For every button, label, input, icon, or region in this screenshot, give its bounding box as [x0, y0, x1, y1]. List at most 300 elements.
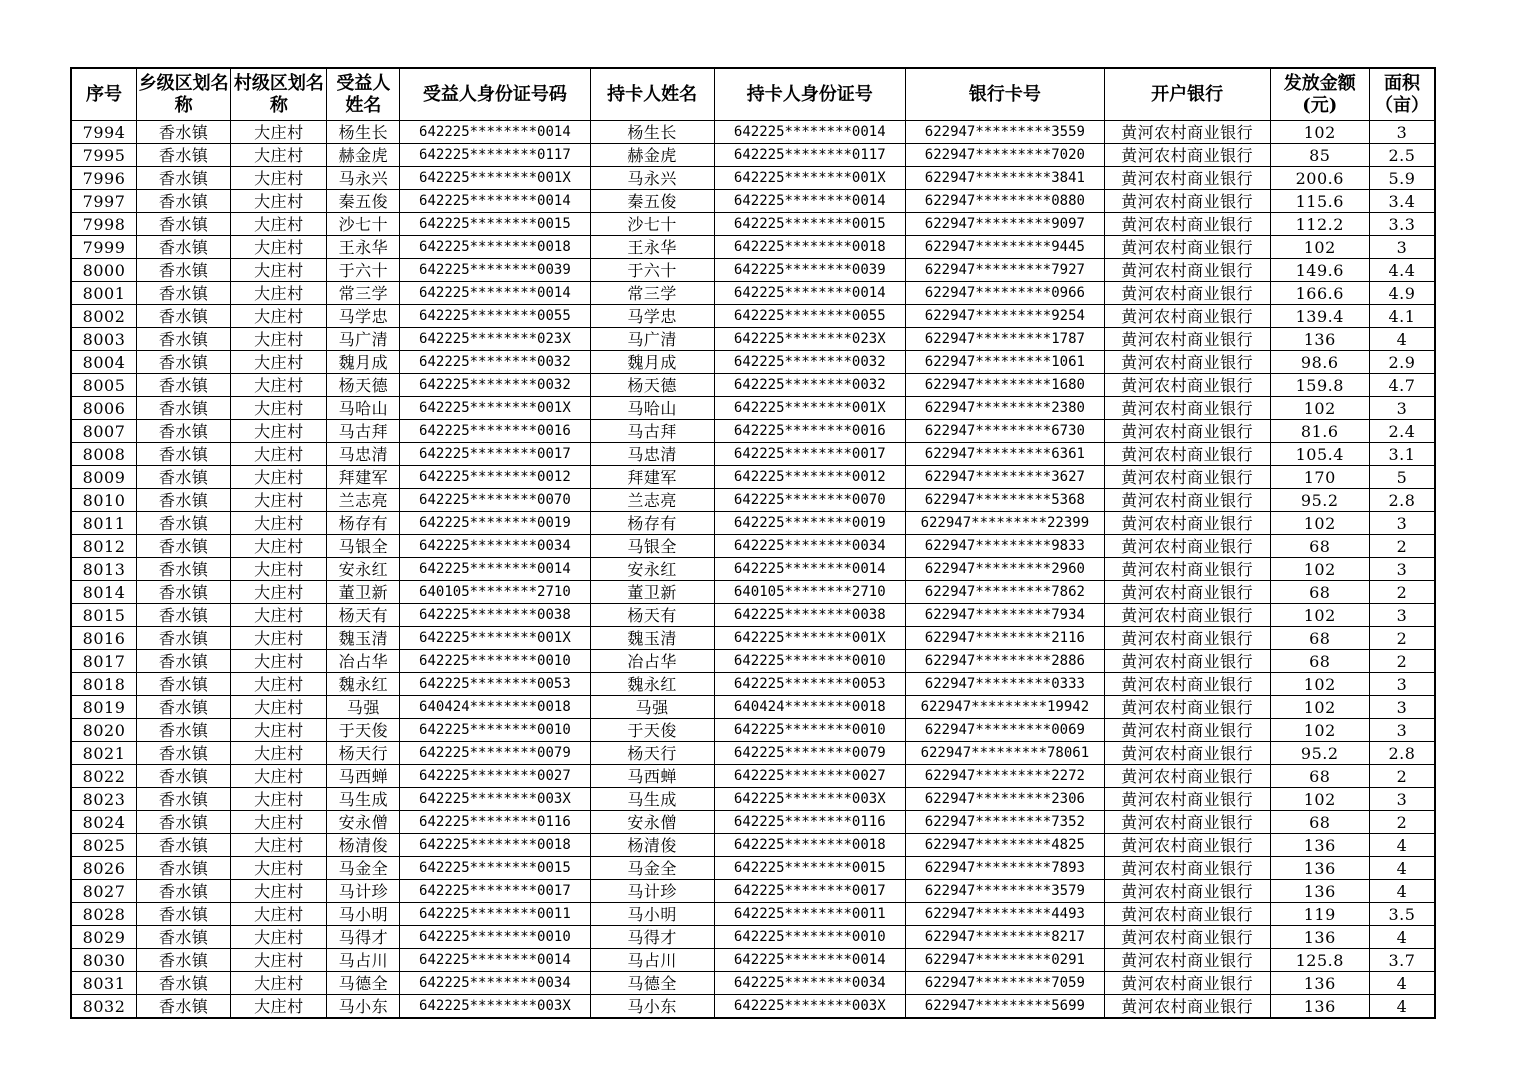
table-row: [71, 167, 1435, 190]
cell-village: 大庄村: [231, 374, 327, 397]
table-row: [71, 466, 1435, 489]
cell-serial: 8018: [71, 673, 137, 696]
cell-bank: 黄河农村商业银行: [1104, 765, 1270, 788]
cell-area: 3: [1369, 604, 1435, 627]
cell-cardholder-id: 642225********0039: [714, 259, 905, 282]
cell-cardholder-id: 642225********0014: [714, 949, 905, 972]
cell-township: 香水镇: [137, 995, 231, 1019]
table-row: [71, 282, 1435, 305]
cell-township: 香水镇: [137, 880, 231, 903]
cell-cardholder-name: 于六十: [590, 259, 714, 282]
cell-bank-card: 622947*********0069: [906, 719, 1105, 742]
cell-township: 香水镇: [137, 742, 231, 765]
cell-amount: 170: [1270, 466, 1369, 489]
cell-cardholder-id: 642225********001X: [714, 167, 905, 190]
cell-cardholder-name: 杨天有: [590, 604, 714, 627]
cell-bank-card: 622947*********8217: [906, 926, 1105, 949]
cell-serial: 7998: [71, 213, 137, 236]
cell-cardholder-name: 常三学: [590, 282, 714, 305]
cell-bank: 黄河农村商业银行: [1104, 328, 1270, 351]
cell-village: 大庄村: [231, 489, 327, 512]
cell-village: 大庄村: [231, 719, 327, 742]
table-row: [71, 627, 1435, 650]
cell-bank: 黄河农村商业银行: [1104, 443, 1270, 466]
cell-bank-card: 622947*********1787: [906, 328, 1105, 351]
cell-amount: 136: [1270, 926, 1369, 949]
cell-township: 香水镇: [137, 512, 231, 535]
cell-township: 香水镇: [137, 673, 231, 696]
cell-beneficiary-name: 马计珍: [327, 880, 400, 903]
header-cell-serial: 序号: [71, 68, 137, 121]
cell-area: 2: [1369, 627, 1435, 650]
cell-beneficiary-name: 常三学: [327, 282, 400, 305]
cell-cardholder-id: 642225********0070: [714, 489, 905, 512]
cell-cardholder-name: 马西蝉: [590, 765, 714, 788]
cell-bank: 黄河农村商业银行: [1104, 696, 1270, 719]
cell-cardholder-name: 秦五俊: [590, 190, 714, 213]
cell-township: 香水镇: [137, 696, 231, 719]
cell-bank: 黄河农村商业银行: [1104, 144, 1270, 167]
cell-amount: 136: [1270, 834, 1369, 857]
cell-beneficiary-id: 642225********0017: [400, 443, 590, 466]
cell-bank-card: 622947*********2886: [906, 650, 1105, 673]
cell-area: 3.4: [1369, 190, 1435, 213]
cell-amount: 102: [1270, 236, 1369, 259]
cell-village: 大庄村: [231, 259, 327, 282]
cell-bank-card: 622947*********9833: [906, 535, 1105, 558]
cell-amount: 68: [1270, 581, 1369, 604]
cell-village: 大庄村: [231, 650, 327, 673]
cell-area: 3: [1369, 558, 1435, 581]
cell-bank-card: 622947*********7059: [906, 972, 1105, 995]
cell-beneficiary-id: 642225********0032: [400, 374, 590, 397]
table-row: [71, 834, 1435, 857]
table-row: [71, 213, 1435, 236]
cell-beneficiary-id: 642225********0117: [400, 144, 590, 167]
cell-area: 3: [1369, 788, 1435, 811]
cell-bank: 黄河农村商业银行: [1104, 167, 1270, 190]
cell-area: 2: [1369, 811, 1435, 834]
cell-serial: 8030: [71, 949, 137, 972]
cell-serial: 7997: [71, 190, 137, 213]
cell-bank-card: 622947*********78061: [906, 742, 1105, 765]
cell-bank-card: 622947*********4825: [906, 834, 1105, 857]
cell-beneficiary-name: 马学忠: [327, 305, 400, 328]
cell-amount: 102: [1270, 558, 1369, 581]
cell-beneficiary-id: 642225********0012: [400, 466, 590, 489]
table-row: [71, 328, 1435, 351]
cell-beneficiary-id: 642225********0015: [400, 857, 590, 880]
cell-township: 香水镇: [137, 328, 231, 351]
cell-beneficiary-id: 642225********0039: [400, 259, 590, 282]
cell-bank: 黄河农村商业银行: [1104, 558, 1270, 581]
cell-bank: 黄河农村商业银行: [1104, 903, 1270, 926]
cell-beneficiary-id: 642225********0070: [400, 489, 590, 512]
cell-village: 大庄村: [231, 788, 327, 811]
cell-village: 大庄村: [231, 604, 327, 627]
cell-beneficiary-id: 642225********001X: [400, 627, 590, 650]
cell-bank-card: 622947*********2960: [906, 558, 1105, 581]
cell-village: 大庄村: [231, 397, 327, 420]
cell-beneficiary-name: 于天俊: [327, 719, 400, 742]
cell-village: 大庄村: [231, 282, 327, 305]
cell-serial: 8028: [71, 903, 137, 926]
cell-amount: 95.2: [1270, 489, 1369, 512]
cell-bank: 黄河农村商业银行: [1104, 190, 1270, 213]
cell-area: 2: [1369, 650, 1435, 673]
cell-bank: 黄河农村商业银行: [1104, 742, 1270, 765]
cell-township: 香水镇: [137, 972, 231, 995]
cell-bank: 黄河农村商业银行: [1104, 213, 1270, 236]
cell-amount: 136: [1270, 857, 1369, 880]
cell-bank: 黄河农村商业银行: [1104, 719, 1270, 742]
cell-bank: 黄河农村商业银行: [1104, 351, 1270, 374]
table-row: [71, 374, 1435, 397]
cell-area: 2.5: [1369, 144, 1435, 167]
cell-cardholder-id: 642225********0034: [714, 535, 905, 558]
cell-beneficiary-id: 642225********001X: [400, 397, 590, 420]
cell-township: 香水镇: [137, 788, 231, 811]
cell-cardholder-id: 642225********0019: [714, 512, 905, 535]
cell-village: 大庄村: [231, 949, 327, 972]
cell-bank-card: 622947*********7862: [906, 581, 1105, 604]
table-row: [71, 926, 1435, 949]
header-cell-beneficiary-name: 受益人姓名: [327, 68, 400, 121]
cell-area: 4.1: [1369, 305, 1435, 328]
cell-beneficiary-name: 马金全: [327, 857, 400, 880]
cell-area: 3: [1369, 696, 1435, 719]
cell-township: 香水镇: [137, 190, 231, 213]
cell-village: 大庄村: [231, 121, 327, 144]
cell-beneficiary-name: 安永僧: [327, 811, 400, 834]
cell-beneficiary-name: 马西蝉: [327, 765, 400, 788]
cell-beneficiary-name: 杨天有: [327, 604, 400, 627]
cell-village: 大庄村: [231, 995, 327, 1019]
cell-amount: 136: [1270, 995, 1369, 1019]
cell-beneficiary-id: 642225********0014: [400, 282, 590, 305]
cell-amount: 166.6: [1270, 282, 1369, 305]
cell-serial: 8032: [71, 995, 137, 1019]
cell-cardholder-id: 642225********003X: [714, 788, 905, 811]
cell-area: 3: [1369, 719, 1435, 742]
table-row: [71, 995, 1435, 1019]
cell-bank: 黄河农村商业银行: [1104, 489, 1270, 512]
cell-township: 香水镇: [137, 857, 231, 880]
cell-village: 大庄村: [231, 880, 327, 903]
cell-area: 4: [1369, 926, 1435, 949]
cell-bank-card: 622947*********0880: [906, 190, 1105, 213]
cell-area: 3.3: [1369, 213, 1435, 236]
table-row: [71, 719, 1435, 742]
cell-beneficiary-name: 魏玉清: [327, 627, 400, 650]
cell-village: 大庄村: [231, 558, 327, 581]
cell-bank: 黄河农村商业银行: [1104, 972, 1270, 995]
cell-village: 大庄村: [231, 926, 327, 949]
cell-bank: 黄河农村商业银行: [1104, 650, 1270, 673]
cell-cardholder-name: 魏月成: [590, 351, 714, 374]
cell-beneficiary-name: 马古拜: [327, 420, 400, 443]
table-row: [71, 811, 1435, 834]
cell-beneficiary-name: 马永兴: [327, 167, 400, 190]
cell-cardholder-name: 马金全: [590, 857, 714, 880]
cell-cardholder-id: 642225********001X: [714, 627, 905, 650]
cell-beneficiary-name: 冶占华: [327, 650, 400, 673]
cell-beneficiary-name: 魏永红: [327, 673, 400, 696]
cell-cardholder-name: 马忠清: [590, 443, 714, 466]
cell-cardholder-name: 马学忠: [590, 305, 714, 328]
cell-amount: 102: [1270, 512, 1369, 535]
cell-amount: 102: [1270, 673, 1369, 696]
cell-beneficiary-id: 640424********0018: [400, 696, 590, 719]
cell-bank-card: 622947*********0291: [906, 949, 1105, 972]
cell-area: 2.9: [1369, 351, 1435, 374]
cell-bank-card: 622947*********2380: [906, 397, 1105, 420]
cell-area: 3.5: [1369, 903, 1435, 926]
cell-township: 香水镇: [137, 926, 231, 949]
cell-bank: 黄河农村商业银行: [1104, 305, 1270, 328]
cell-serial: 8009: [71, 466, 137, 489]
cell-serial: 8004: [71, 351, 137, 374]
cell-serial: 8003: [71, 328, 137, 351]
table-row: [71, 305, 1435, 328]
cell-cardholder-name: 董卫新: [590, 581, 714, 604]
cell-bank-card: 622947*********3579: [906, 880, 1105, 903]
cell-serial: 8022: [71, 765, 137, 788]
cell-serial: 8011: [71, 512, 137, 535]
cell-amount: 136: [1270, 328, 1369, 351]
cell-beneficiary-name: 王永华: [327, 236, 400, 259]
cell-amount: 159.8: [1270, 374, 1369, 397]
cell-cardholder-name: 马得才: [590, 926, 714, 949]
cell-beneficiary-name: 马德全: [327, 972, 400, 995]
cell-beneficiary-id: 642225********0079: [400, 742, 590, 765]
table-row: [71, 121, 1435, 144]
cell-beneficiary-id: 642225********0017: [400, 880, 590, 903]
cell-township: 香水镇: [137, 144, 231, 167]
cell-amount: 81.6: [1270, 420, 1369, 443]
header-row: [71, 68, 1435, 121]
cell-beneficiary-id: 642225********0038: [400, 604, 590, 627]
cell-cardholder-name: 马小东: [590, 995, 714, 1019]
cell-beneficiary-id: 642225********0019: [400, 512, 590, 535]
cell-area: 4: [1369, 880, 1435, 903]
cell-cardholder-id: 642225********0012: [714, 466, 905, 489]
cell-area: 4.7: [1369, 374, 1435, 397]
table-row: [71, 650, 1435, 673]
cell-village: 大庄村: [231, 834, 327, 857]
cell-bank-card: 622947*********1680: [906, 374, 1105, 397]
cell-bank-card: 622947*********6361: [906, 443, 1105, 466]
table-row: [71, 581, 1435, 604]
cell-amount: 105.4: [1270, 443, 1369, 466]
table-row: [71, 903, 1435, 926]
beneficiary-table: [70, 67, 1436, 1019]
header-cell-beneficiary-id: 受益人身份证号码: [400, 68, 590, 121]
cell-cardholder-id: 642225********0079: [714, 742, 905, 765]
cell-amount: 136: [1270, 880, 1369, 903]
header-cell-cardholder-id: 持卡人身份证号: [714, 68, 905, 121]
cell-township: 香水镇: [137, 282, 231, 305]
cell-beneficiary-id: 642225********0116: [400, 811, 590, 834]
cell-township: 香水镇: [137, 650, 231, 673]
cell-township: 香水镇: [137, 903, 231, 926]
cell-township: 香水镇: [137, 604, 231, 627]
cell-beneficiary-name: 拜建军: [327, 466, 400, 489]
cell-township: 香水镇: [137, 236, 231, 259]
cell-beneficiary-name: 杨清俊: [327, 834, 400, 857]
cell-bank: 黄河农村商业银行: [1104, 880, 1270, 903]
cell-beneficiary-id: 642225********0014: [400, 558, 590, 581]
cell-serial: 8019: [71, 696, 137, 719]
cell-beneficiary-name: 杨生长: [327, 121, 400, 144]
cell-cardholder-id: 642225********0032: [714, 351, 905, 374]
cell-beneficiary-id: 642225********0014: [400, 190, 590, 213]
cell-serial: 8031: [71, 972, 137, 995]
cell-area: 4: [1369, 972, 1435, 995]
cell-cardholder-id: 642225********0014: [714, 282, 905, 305]
cell-cardholder-id: 642225********0016: [714, 420, 905, 443]
cell-beneficiary-id: 640105********2710: [400, 581, 590, 604]
cell-cardholder-id: 642225********0010: [714, 719, 905, 742]
cell-beneficiary-id: 642225********0018: [400, 236, 590, 259]
table-row: [71, 788, 1435, 811]
cell-village: 大庄村: [231, 512, 327, 535]
cell-area: 2.4: [1369, 420, 1435, 443]
cell-bank: 黄河农村商业银行: [1104, 857, 1270, 880]
cell-serial: 7994: [71, 121, 137, 144]
cell-amount: 102: [1270, 719, 1369, 742]
cell-bank: 黄河农村商业银行: [1104, 834, 1270, 857]
cell-bank: 黄河农村商业银行: [1104, 512, 1270, 535]
cell-cardholder-name: 魏永红: [590, 673, 714, 696]
cell-cardholder-id: 642225********0014: [714, 558, 905, 581]
cell-amount: 68: [1270, 765, 1369, 788]
cell-village: 大庄村: [231, 696, 327, 719]
cell-bank: 黄河农村商业银行: [1104, 236, 1270, 259]
cell-amount: 95.2: [1270, 742, 1369, 765]
cell-village: 大庄村: [231, 903, 327, 926]
cell-bank: 黄河农村商业银行: [1104, 604, 1270, 627]
cell-bank-card: 622947*********7934: [906, 604, 1105, 627]
cell-beneficiary-name: 马占川: [327, 949, 400, 972]
cell-serial: 8015: [71, 604, 137, 627]
table-row: [71, 420, 1435, 443]
cell-amount: 68: [1270, 627, 1369, 650]
cell-bank-card: 622947*********1061: [906, 351, 1105, 374]
cell-amount: 149.6: [1270, 259, 1369, 282]
cell-bank: 黄河农村商业银行: [1104, 259, 1270, 282]
cell-beneficiary-name: 马小东: [327, 995, 400, 1019]
cell-township: 香水镇: [137, 466, 231, 489]
cell-beneficiary-id: 642225********003X: [400, 788, 590, 811]
cell-serial: 8024: [71, 811, 137, 834]
cell-cardholder-name: 马占川: [590, 949, 714, 972]
cell-serial: 7999: [71, 236, 137, 259]
header-cell-bank-card: 银行卡号: [906, 68, 1105, 121]
cell-area: 4: [1369, 995, 1435, 1019]
cell-amount: 68: [1270, 811, 1369, 834]
cell-serial: 8014: [71, 581, 137, 604]
cell-bank: 黄河农村商业银行: [1104, 949, 1270, 972]
cell-serial: 8007: [71, 420, 137, 443]
cell-serial: 8026: [71, 857, 137, 880]
cell-village: 大庄村: [231, 305, 327, 328]
cell-area: 2: [1369, 765, 1435, 788]
cell-bank: 黄河农村商业银行: [1104, 535, 1270, 558]
cell-bank: 黄河农村商业银行: [1104, 788, 1270, 811]
cell-cardholder-name: 王永华: [590, 236, 714, 259]
cell-beneficiary-name: 沙七十: [327, 213, 400, 236]
cell-bank-card: 622947*********7352: [906, 811, 1105, 834]
cell-township: 香水镇: [137, 121, 231, 144]
cell-beneficiary-id: 642225********0034: [400, 535, 590, 558]
cell-bank: 黄河农村商业银行: [1104, 926, 1270, 949]
cell-cardholder-id: 642225********0014: [714, 121, 905, 144]
cell-amount: 98.6: [1270, 351, 1369, 374]
cell-village: 大庄村: [231, 535, 327, 558]
cell-serial: 8010: [71, 489, 137, 512]
cell-township: 香水镇: [137, 627, 231, 650]
cell-cardholder-id: 642225********0018: [714, 236, 905, 259]
header-cell-bank: 开户银行: [1104, 68, 1270, 121]
cell-beneficiary-id: 642225********0053: [400, 673, 590, 696]
cell-cardholder-name: 于天俊: [590, 719, 714, 742]
cell-beneficiary-name: 赫金虎: [327, 144, 400, 167]
cell-village: 大庄村: [231, 742, 327, 765]
cell-serial: 8013: [71, 558, 137, 581]
table-body: [71, 121, 1435, 1019]
cell-cardholder-name: 马小明: [590, 903, 714, 926]
cell-beneficiary-name: 马生成: [327, 788, 400, 811]
table-row: [71, 604, 1435, 627]
cell-beneficiary-name: 马小明: [327, 903, 400, 926]
cell-village: 大庄村: [231, 328, 327, 351]
cell-township: 香水镇: [137, 949, 231, 972]
cell-beneficiary-name: 马强: [327, 696, 400, 719]
cell-village: 大庄村: [231, 581, 327, 604]
cell-beneficiary-id: 642225********0027: [400, 765, 590, 788]
cell-beneficiary-name: 马哈山: [327, 397, 400, 420]
cell-township: 香水镇: [137, 581, 231, 604]
cell-cardholder-id: 642225********0027: [714, 765, 905, 788]
header-cell-cardholder-name: 持卡人姓名: [590, 68, 714, 121]
cell-bank: 黄河农村商业银行: [1104, 627, 1270, 650]
cell-village: 大庄村: [231, 811, 327, 834]
cell-bank-card: 622947*********3627: [906, 466, 1105, 489]
table-row: [71, 696, 1435, 719]
cell-cardholder-name: 马生成: [590, 788, 714, 811]
cell-township: 香水镇: [137, 558, 231, 581]
cell-cardholder-name: 赫金虎: [590, 144, 714, 167]
cell-village: 大庄村: [231, 236, 327, 259]
cell-township: 香水镇: [137, 834, 231, 857]
cell-township: 香水镇: [137, 489, 231, 512]
cell-cardholder-name: 杨天行: [590, 742, 714, 765]
cell-bank-card: 622947*********4493: [906, 903, 1105, 926]
cell-village: 大庄村: [231, 190, 327, 213]
cell-village: 大庄村: [231, 765, 327, 788]
cell-village: 大庄村: [231, 673, 327, 696]
cell-beneficiary-id: 642225********0010: [400, 719, 590, 742]
cell-township: 香水镇: [137, 420, 231, 443]
cell-bank: 黄河农村商业银行: [1104, 811, 1270, 834]
cell-serial: 8012: [71, 535, 137, 558]
cell-bank-card: 622947*********9445: [906, 236, 1105, 259]
cell-cardholder-id: 642225********0014: [714, 190, 905, 213]
cell-bank: 黄河农村商业银行: [1104, 420, 1270, 443]
cell-serial: 8016: [71, 627, 137, 650]
cell-amount: 200.6: [1270, 167, 1369, 190]
